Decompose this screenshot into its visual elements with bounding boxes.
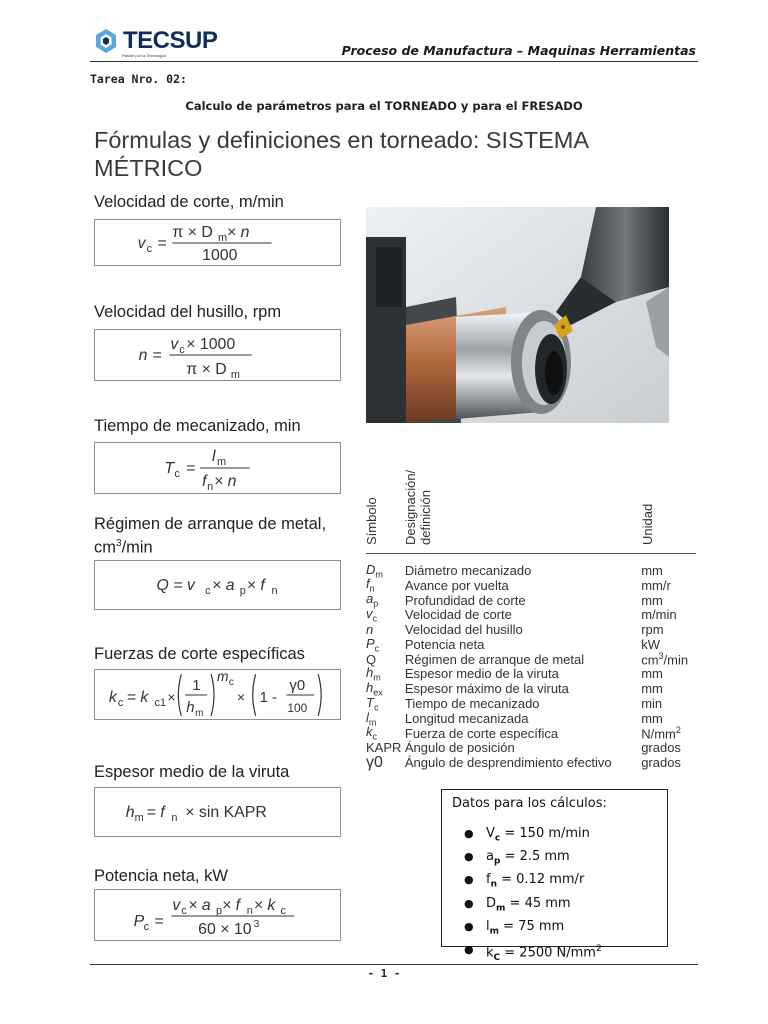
table-row xyxy=(366,637,701,652)
svg-text:c: c xyxy=(181,905,187,918)
symbol-cell: γ0 xyxy=(366,753,383,771)
svg-text:= f: = f xyxy=(146,803,165,821)
svg-text:× n: × n xyxy=(214,472,237,490)
svg-text:c: c xyxy=(205,584,211,597)
svg-text:c: c xyxy=(228,677,234,689)
svg-text:p: p xyxy=(216,905,223,918)
svg-text:c1: c1 xyxy=(154,696,167,709)
svg-text:× f: × f xyxy=(246,576,265,594)
table-row xyxy=(366,593,701,608)
datos-value: $V_c = 150$ m/min xyxy=(486,826,590,844)
symbol-cell: $f_n$ xyxy=(366,576,375,594)
table-row xyxy=(366,741,701,756)
unit-cell: m/min xyxy=(641,607,677,623)
svg-text:m: m xyxy=(230,368,240,381)
section-potencia-neta: Potencia neta, kW xyxy=(94,867,228,885)
symbol-cell: $k_c$ xyxy=(366,724,377,742)
tecsup-logo xyxy=(92,26,217,56)
symbol-cell: n xyxy=(366,622,374,638)
section-regimen-arranque xyxy=(94,514,326,558)
svg-text:l: l xyxy=(212,448,216,466)
main-title xyxy=(94,126,654,182)
list-item xyxy=(464,871,657,894)
svg-text:n: n xyxy=(138,346,148,364)
definition-cell: Longitud mecanizada xyxy=(404,710,529,726)
datos-value: $a_p = 2.5$ mm xyxy=(486,849,570,867)
svg-text:× n: × n xyxy=(226,224,250,242)
svg-text:n: n xyxy=(246,905,253,918)
bullet-icon: ● xyxy=(464,919,474,933)
svg-text:= k: = k xyxy=(126,688,149,706)
svg-text:× k: × k xyxy=(253,897,276,915)
svg-text:1 -: 1 - xyxy=(259,689,277,706)
svg-text:m: m xyxy=(195,707,204,719)
formula-tiempo-mecanizado xyxy=(94,442,341,494)
formula-potencia-neta xyxy=(94,889,341,941)
svg-text:h: h xyxy=(186,699,195,716)
definition-cell: Avance por vuelta xyxy=(404,577,509,593)
bullet-icon: ● xyxy=(464,873,474,887)
table-row xyxy=(366,726,701,741)
svg-text:c: c xyxy=(146,242,153,255)
definition-cell: Velocidad del husillo xyxy=(404,622,523,638)
symbol-table xyxy=(366,563,701,770)
svg-text:m: m xyxy=(217,669,229,685)
header-simbolo: Símbolo xyxy=(364,497,379,545)
svg-text:× a: × a xyxy=(188,897,211,915)
svg-text:× sin KAPR: × sin KAPR xyxy=(185,803,267,821)
definition-cell: Fuerza de corte específica xyxy=(404,725,559,741)
svg-text:T: T xyxy=(164,459,175,477)
table-row xyxy=(366,696,701,711)
table-row xyxy=(366,622,701,637)
svg-text:P: P xyxy=(133,912,145,930)
definition-cell: Tiempo de mecanizado xyxy=(404,696,540,712)
symbol-cell: $P_c$ xyxy=(366,635,380,654)
datos-value: $D_m = 45$ mm xyxy=(486,895,571,914)
svg-text:c: c xyxy=(280,905,286,918)
unit-cell: mm xyxy=(641,562,663,578)
svg-text:1000: 1000 xyxy=(202,246,238,264)
section-tiempo-mecanizado: Tiempo de mecanizado, min xyxy=(94,417,301,435)
svg-text:=: = xyxy=(186,459,196,477)
svg-text:n: n xyxy=(207,480,214,493)
unit-cell: mm xyxy=(641,666,663,682)
svg-text:f: f xyxy=(202,472,207,490)
svg-text:=: = xyxy=(152,346,162,364)
bullet-icon: ● xyxy=(464,850,474,864)
definition-cell: Espesor máximo de la viruta xyxy=(404,681,569,697)
unit-cell: mm/r xyxy=(641,577,671,593)
header-definicion: definición xyxy=(418,490,433,545)
unit-cell: grados xyxy=(641,755,681,771)
definition-cell: Régimen de arranque de metal xyxy=(404,651,585,667)
svg-text:k: k xyxy=(108,688,117,706)
svg-text:c: c xyxy=(174,467,180,480)
turning-photo xyxy=(366,207,669,423)
table-row xyxy=(366,563,701,578)
definition-cell: Velocidad de corte xyxy=(404,607,512,623)
list-item xyxy=(464,848,657,871)
section-regimen-line-1: Régimen de arranque de metal, xyxy=(94,515,327,533)
footer-divider xyxy=(90,964,698,965)
unit-cell: mm xyxy=(641,710,663,726)
bullet-icon: ● xyxy=(464,896,474,910)
svg-text:=: = xyxy=(154,912,164,930)
unit-cell: rpm xyxy=(641,622,664,638)
list-item xyxy=(464,918,657,941)
unit-cell: kW xyxy=(641,636,660,652)
unit-cell: min xyxy=(641,696,663,712)
svg-text:×: × xyxy=(236,688,245,705)
unit-cell: mm xyxy=(641,681,663,697)
table-row xyxy=(366,607,701,622)
symbol-table-divider xyxy=(366,553,696,554)
tecsup-logo-icon xyxy=(92,27,120,55)
definition-cell: Espesor medio de la viruta xyxy=(404,666,559,682)
table-row xyxy=(366,755,701,770)
table-row xyxy=(366,681,701,696)
table-row xyxy=(366,667,701,682)
formula-espesor-medio xyxy=(94,787,341,837)
document-subtitle: Calculo de parámetros para el TORNEADO y para el FRESADO xyxy=(185,99,583,113)
svg-text:n: n xyxy=(271,584,278,597)
header-designacion: Designación/ xyxy=(403,469,418,545)
symbol-cell: Q xyxy=(366,651,377,667)
definition-cell: Ángulo de desprendimiento efectivo xyxy=(404,755,612,771)
definition-cell: Ángulo de posición xyxy=(404,740,515,756)
list-item xyxy=(464,895,657,918)
svg-text:v: v xyxy=(172,897,181,915)
datos-value: $f_n = 0.12$ mm/r xyxy=(486,872,585,890)
symbol-table-header xyxy=(366,465,696,553)
svg-text:× 1000: × 1000 xyxy=(186,336,236,354)
table-row xyxy=(366,578,701,593)
svg-text:60 × 10: 60 × 10 xyxy=(198,920,252,938)
bullet-icon: ● xyxy=(464,827,474,840)
svg-text:× a: × a xyxy=(212,576,235,594)
svg-text:m: m xyxy=(217,456,227,469)
svg-text:c: c xyxy=(117,696,124,709)
svg-text:=: = xyxy=(157,234,167,252)
page-number: - 1 - xyxy=(367,967,401,980)
table-row xyxy=(366,711,701,726)
definition-cell: Potencia neta xyxy=(404,636,485,652)
table-row xyxy=(366,652,701,667)
svg-text:p: p xyxy=(239,584,246,597)
svg-text:v: v xyxy=(137,234,146,252)
section-velocidad-husillo: Velocidad del husillo, rpm xyxy=(94,303,282,321)
logo-wordmark: TECSUP xyxy=(123,27,218,54)
datos-box xyxy=(441,789,668,963)
formula-regimen-arranque xyxy=(94,560,341,610)
datos-list xyxy=(452,825,657,967)
svg-text:1: 1 xyxy=(192,678,201,695)
symbol-cell: $v_c$ xyxy=(366,606,377,624)
svg-text:×: × xyxy=(167,688,176,705)
datos-value: $k_C = 2500$ $N/mm^2$ xyxy=(486,943,602,963)
svg-text:γ0: γ0 xyxy=(289,678,306,695)
section-velocidad-corte: Velocidad de corte, m/min xyxy=(94,193,284,211)
bullet-icon: ● xyxy=(464,942,474,956)
svg-text:× f: × f xyxy=(221,897,241,915)
header-unidad: Unidad xyxy=(640,503,655,545)
symbol-cell: $T_c$ xyxy=(366,694,379,713)
section-regimen-line-2: $cm^3/\min$ xyxy=(94,538,153,557)
svg-text:h: h xyxy=(125,803,135,821)
symbol-cell: $h_m$ xyxy=(366,665,381,683)
definition-cell: Profundidad de corte xyxy=(404,592,526,608)
symbol-cell: $l_m$ xyxy=(366,709,377,728)
symbol-cell: KAPR xyxy=(366,740,402,756)
formula-fuerzas-corte xyxy=(94,669,341,720)
svg-text:π × D: π × D xyxy=(172,224,213,242)
section-espesor-medio: Espesor medio de la viruta xyxy=(94,763,290,781)
tarea-label: Tarea Nro. 02: xyxy=(90,72,187,86)
svg-text:Q = v: Q = v xyxy=(156,576,195,594)
svg-text:m: m xyxy=(134,811,144,824)
header-divider xyxy=(90,61,698,62)
datos-value: $l_m = 75$ mm xyxy=(486,918,565,937)
formula-velocidad-husillo xyxy=(94,329,341,381)
svg-text:c: c xyxy=(179,344,185,357)
svg-text:v: v xyxy=(170,336,179,354)
unit-cell: mm xyxy=(641,592,663,608)
definition-cell: Diámetro mecanizado xyxy=(404,562,532,578)
unit-cell: $N/mm^2$ xyxy=(641,725,681,742)
symbol-cell: $D_m$ xyxy=(366,561,383,580)
section-fuerzas-corte: Fuerzas de corte específicas xyxy=(94,645,305,663)
unit-cell: grados xyxy=(641,740,681,756)
symbol-cell: $a_p$ xyxy=(366,591,379,609)
svg-text:100: 100 xyxy=(287,700,308,715)
unit-cell: $cm^3/\min$ xyxy=(641,651,689,668)
svg-text:3: 3 xyxy=(253,918,260,930)
main-title-line-2: MÉTRICO xyxy=(94,155,203,181)
list-item xyxy=(464,825,657,848)
svg-text:c: c xyxy=(143,920,150,933)
symbol-cell: $h_{ex}$ xyxy=(366,679,383,698)
formula-velocidad-corte xyxy=(94,219,341,266)
datos-title: Datos para los cálculos: xyxy=(452,796,607,811)
logo-tagline: Pasión por la Tecnología xyxy=(122,53,166,58)
svg-text:n: n xyxy=(171,811,178,824)
svg-text:m: m xyxy=(217,232,228,245)
svg-text:π × D: π × D xyxy=(186,360,227,378)
main-title-line-1: Fórmulas y definiciones en torneado: SISTEMA xyxy=(94,127,590,153)
header-title: Proceso de Manufactura – Maquinas Herramientas xyxy=(341,43,696,58)
